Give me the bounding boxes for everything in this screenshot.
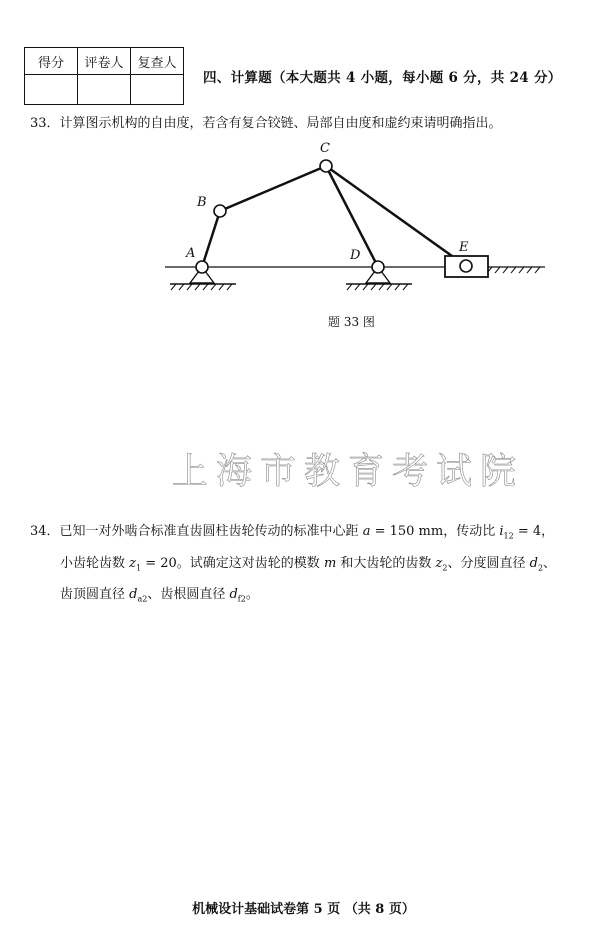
figure-caption: 题 33 图	[328, 315, 375, 329]
slider-track-hatch	[487, 267, 540, 273]
joint-B	[214, 205, 226, 217]
reviewer-cell[interactable]	[131, 75, 184, 105]
reviewer-header: 复查人	[131, 48, 184, 75]
pivot-support-D	[346, 261, 412, 290]
link-AB	[202, 211, 220, 267]
watermark: 上海市教育考试院	[172, 451, 525, 492]
q34-line-3: 齿顶圆直径 $d_{a2}$、齿根圆直径 $d_{f2}$。	[60, 587, 259, 604]
score-header: 得分	[25, 48, 78, 75]
joint-C	[320, 160, 332, 172]
link-CE	[326, 166, 466, 266]
mechanism-figure	[0, 130, 607, 305]
grader-header: 评卷人	[78, 48, 131, 75]
page-footer: 机械设计基础试卷第 5 页 （共 8 页）	[192, 902, 415, 917]
question-33-text: 33．计算图示机构的自由度，若含有复合铰链、局部自由度和虚约束请明确指出。	[30, 116, 502, 131]
section-title: 四、计算题（本大题共 4 小题，每小题 6 分，共 24 分）	[203, 70, 562, 86]
question-34	[30, 518, 590, 613]
q34-line-2: 小齿轮齿数 $z_1 = 20$。试确定这对齿轮的模数 m 和大齿轮的齿数 $z_2$、分度圆直径 $d_2$、	[60, 555, 557, 573]
label-C: C	[320, 141, 330, 156]
label-A: A	[186, 246, 196, 261]
link-BC	[220, 166, 326, 211]
score-table	[24, 47, 184, 105]
label-E: E	[459, 240, 469, 255]
label-B: B	[197, 195, 207, 210]
q34-line-1: 34．已知一对外啮合标准直齿圆柱齿轮传动的标准中心距 a = 150 mm，传动比 $i_{12} = 4$，	[30, 524, 555, 541]
grader-cell[interactable]	[78, 75, 131, 105]
score-cell[interactable]	[25, 75, 78, 105]
pivot-support-A	[170, 261, 236, 290]
label-D: D	[350, 248, 361, 263]
slider-E	[445, 256, 488, 277]
